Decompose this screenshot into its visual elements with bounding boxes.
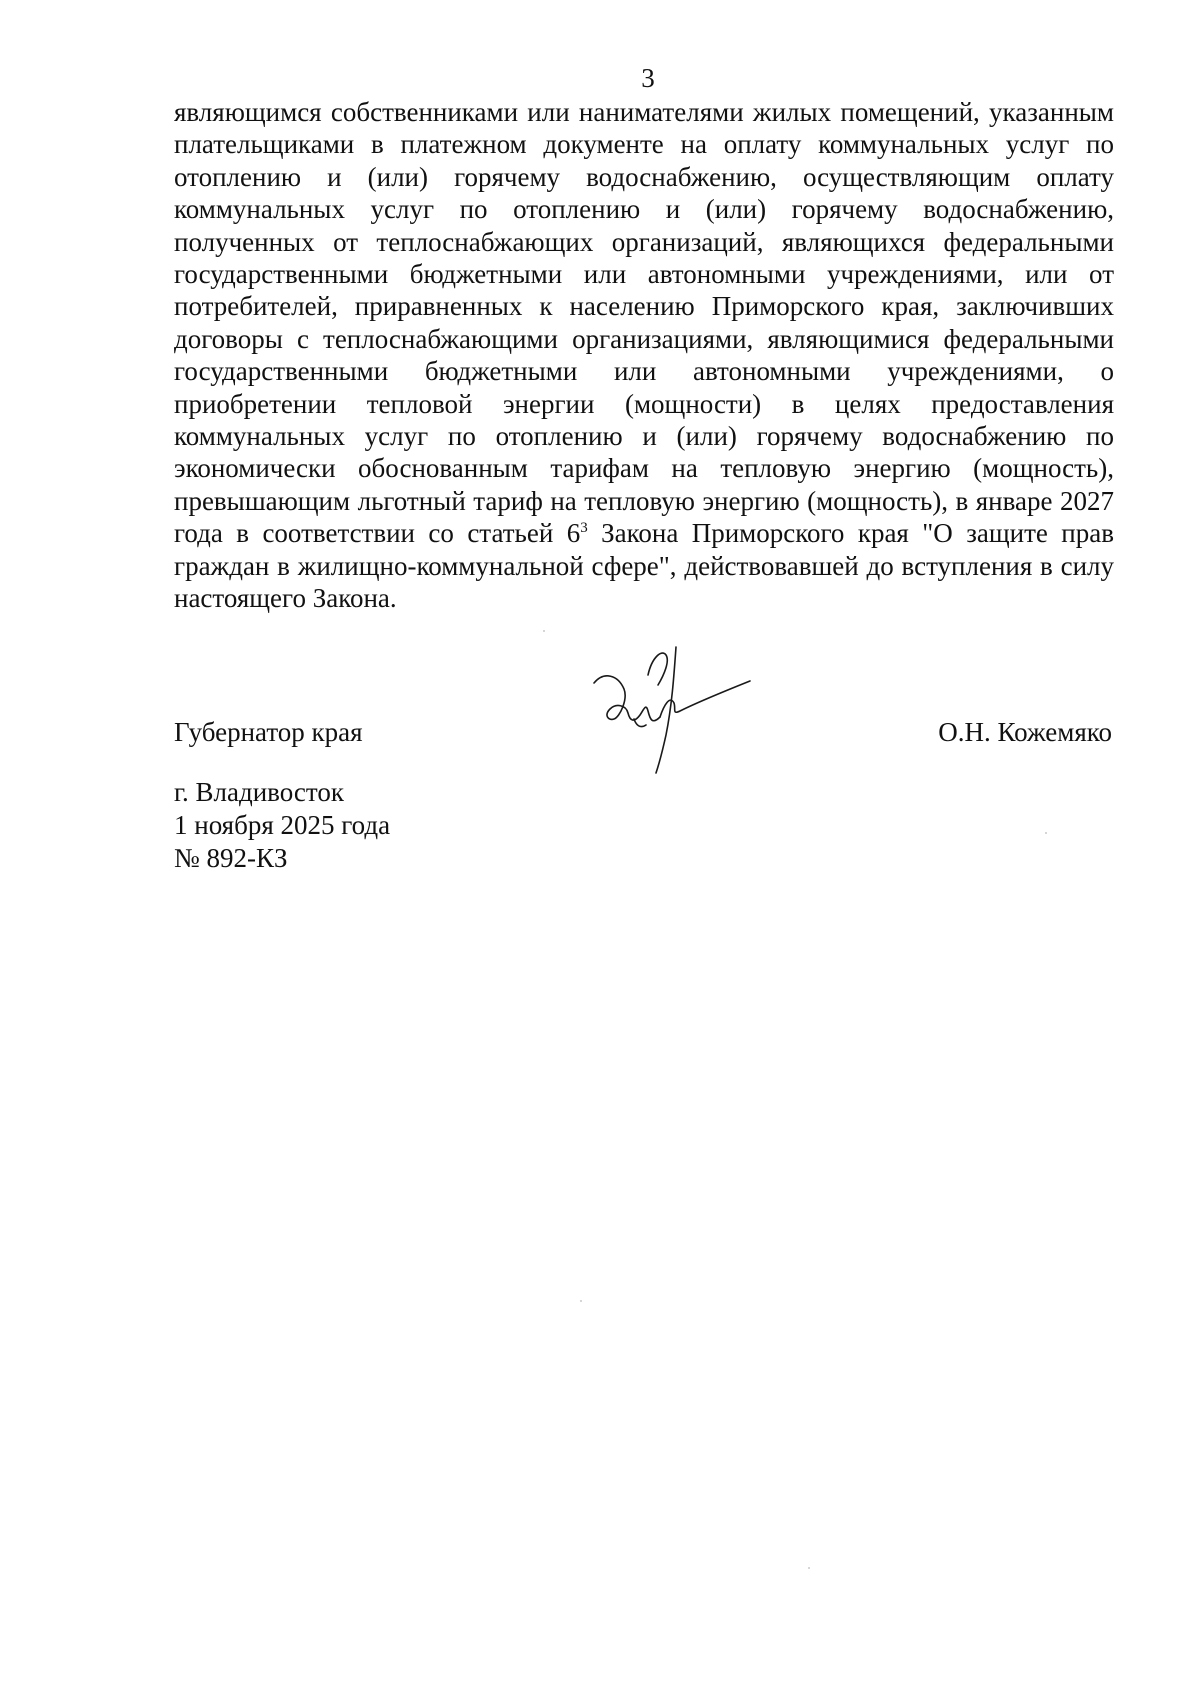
handwritten-signature [590,645,755,775]
signatory-name: О.Н. Кожемяко [938,717,1112,747]
signing-date: 1 ноября 2025 года [174,810,391,840]
scan-speck [543,630,545,632]
page-number: 3 [641,63,655,93]
place-date-number-block [174,776,390,875]
signatory-position: Губернатор края [174,717,363,747]
body-text-main: являющимся собственниками или нанимателями жилых помещений, указанным плательщиками в платежном документе на оплату коммунальных услуг по отоплению и (или) горячему водоснабжению, осуществляющим оплату коммунальных услуг по отоплению и (или) горячему водоснабжению, полученных от теплоснабжающих организаций, являющихся федеральными государственными бюджетными или автономными учреждениями, или от потребителей, приравненных к населению Приморского края, заключивших договоры с теплоснабжающими организациями, являющимися федеральными государственными бюджетными или автономными учреждениями, о приобретении тепловой энергии (мощности) в целях предоставления коммунальных услуг по отоплению и (или) горячему водоснабжению по экономически обоснованным тарифам на тепловую энергию (мощность), превышающим льготный тариф на тепловую энергию (мощность), в январе 2027 года в соответствии со статьей 6 [174,97,1114,549]
scan-speck [580,1300,582,1302]
body-text-tail: Закона Приморского края "О защите прав граждан в жилищно-коммунальной сфере", действовавшей до вступления в силу настоящего Закона. [174,518,1114,614]
city: г. Владивосток [174,777,344,807]
law-number: № 892-КЗ [174,843,288,873]
scan-speck [808,1567,810,1569]
scan-speck [1045,832,1047,834]
body-paragraph [174,96,1114,615]
article-superscript: 3 [580,520,588,537]
